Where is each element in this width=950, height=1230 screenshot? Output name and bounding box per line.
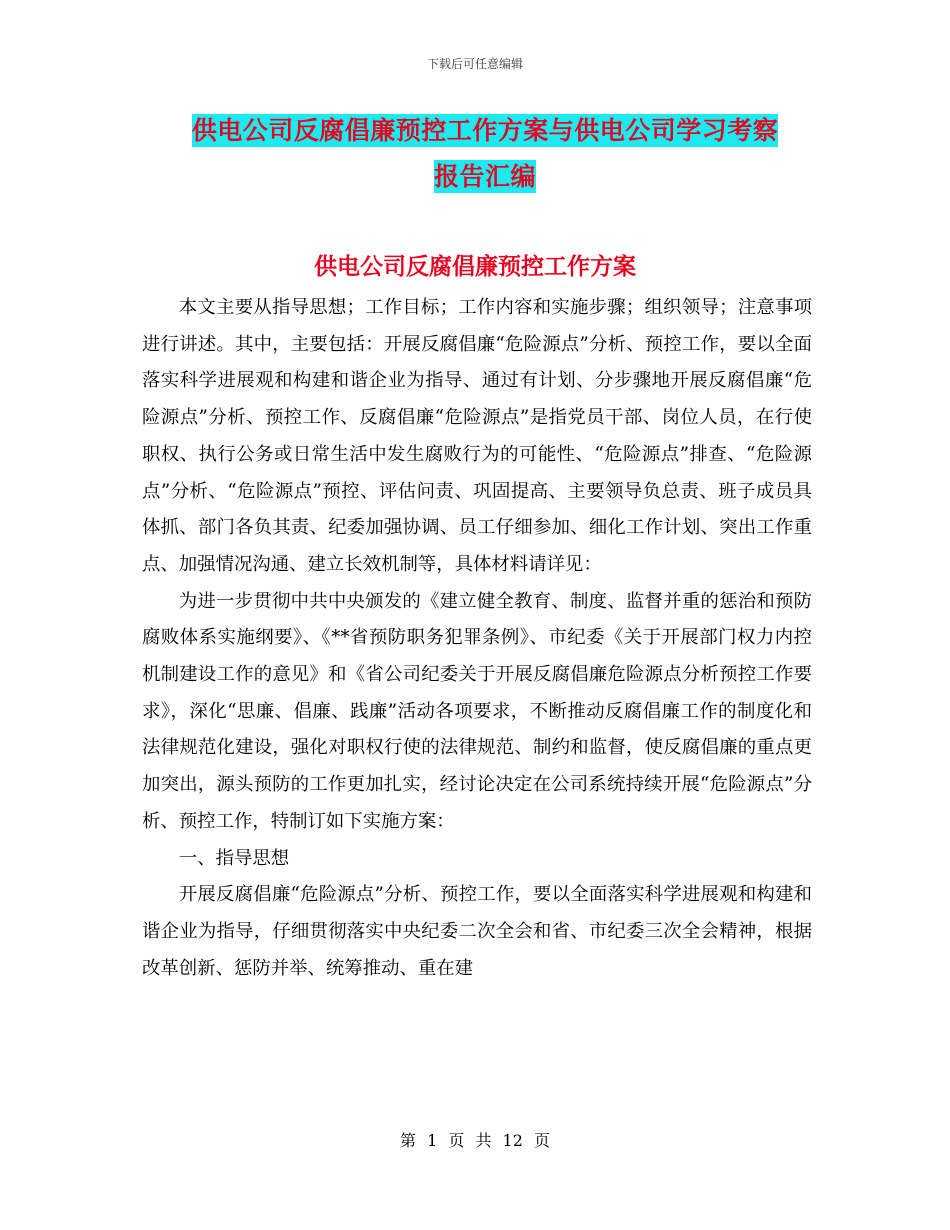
paragraph-intro: 为进一步贯彻中共中央颁发的《建立健全教育、制度、监督并重的惩治和预防腐败体系实施纲要》、《**省预防职务犯罪条例》、市纪委《关于开展部门权力内控机制建设工作的意见》和《省公司纪委关于开展反腐倡廉危险源点分析预控工作要求》，深化“思廉、倡廉、践廉”活动各项要求，不断推动反腐倡廉工作的制度化和法律规范化建设，强化对职权行使的法律规范、制约和监督，使反腐倡廉的重点更加突出，源头预防的工作更加扎实，经讨论决定在公司系统持续开展“危险源点”分析、预控工作，特制订如下实施方案： — [142, 590, 812, 832]
document-title-line-2: 报告汇编 — [433, 162, 536, 191]
section-title: 供电公司反腐倡廉预控工作方案 — [314, 254, 636, 280]
heading-guiding-ideology: 一、指导思想 — [178, 847, 290, 869]
paragraph-guiding-ideology: 开展反腐倡廉“危险源点”分析、预控工作，要以全面落实科学进展观和构建和谐企业为指导，仔细贯彻落实中央纪委二次全会和省、市纪委三次全会精神，根据改革创新、惩防并举、统筹推动、重在建 — [142, 884, 812, 979]
document-title-line-1: 供电公司反腐倡廉预控工作方案与供电公司学习考察 — [191, 116, 779, 145]
document-body — [142, 290, 812, 987]
header-note: 下载后可任意编辑 — [426, 57, 523, 71]
paragraph-summary: 本文主要从指导思想；工作目标；工作内容和实施步骤；组织领导；注意事项进行讲述。其中，主要包括：开展反腐倡廉“危险源点”分析、预控工作，要以全面落实科学进展观和构建和谐企业为指导、通过有计划、分步骤地开展反腐倡廉“危险源点”分析、预控工作、反腐倡廉“危险源点”是指党员干部、岗位人员，在行使职权、执行公务或日常生活中发生腐败行为的可能性、“危险源点”排查、“危险源点”分析、“危险源点”预控、评估问责、巩固提高、主要领导负总责、班子成员具体抓、部门各负其责、纪委加强协调、员工仔细参加、细化工作计划、突出工作重点、加强情况沟通、建立长效机制等，具体材料请详见： — [142, 297, 812, 575]
page-number-footer: 第 1 页 共 12 页 — [400, 1131, 550, 1150]
document-title — [150, 108, 820, 200]
